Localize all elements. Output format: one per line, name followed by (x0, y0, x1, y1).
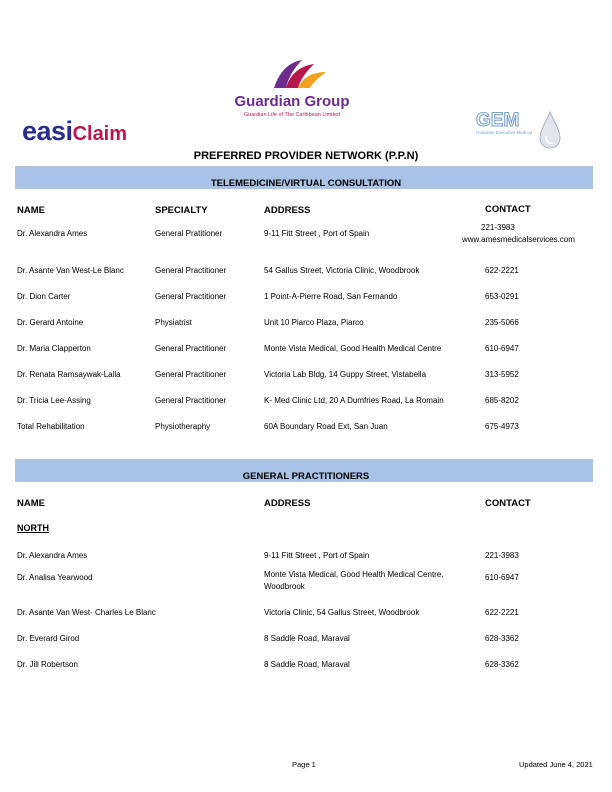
column-header-address: ADDRESS (264, 205, 311, 216)
table-row-name: Dr. Tricia Lee-Assing (17, 396, 91, 405)
table-row-name: Dr. Jill Robertson (17, 660, 78, 669)
table-row-contact: 313-5952 (485, 370, 519, 379)
table-row-contact: 622-2221 (485, 266, 519, 275)
column-header-name: NAME (17, 205, 45, 216)
page-number: Page 1 (292, 760, 316, 769)
table-row-address-line2: Woodbrook (264, 582, 305, 591)
table-row-address: 60A Boundary Road Ext, San Juan (264, 422, 388, 431)
table-row-name: Dr. Analisa Yearwood (17, 573, 93, 582)
table-row-contact: 622-2221 (485, 608, 519, 617)
section-heading-general-practitioners: GENERAL PRACTITIONERS (242, 471, 370, 482)
table-row-address: Victoria Lab Bldg, 14 Guppy Street, Vistabella (264, 370, 427, 379)
table-row-contact: 685-8202 (485, 396, 519, 405)
table-row-address: 8 Saddle Road, Maraval (264, 634, 350, 643)
table-row-specialty: General Practitioner (155, 344, 227, 353)
guardian-group-name: Guardian Group (234, 93, 350, 110)
table-row-address: 9-11 Fitt Street , Port of Spain (264, 229, 370, 238)
table-row-name: Dr. Renata Ramsaywak-Lalla (17, 370, 121, 379)
table-row-contact: 653-0291 (485, 292, 519, 301)
table-row-specialty: Physiatrist (155, 318, 192, 327)
gem-logo-letters: GEM (476, 110, 520, 131)
table-row-address: Unit 10 Piarco Plaza, Piarco (264, 318, 364, 327)
easiclaim-logo-claim: Claim (72, 123, 128, 145)
table-row-name: Dr. Dion Carter (17, 292, 71, 301)
table-row-contact: 628-3362 (485, 660, 519, 669)
table-row-specialty: General Practitioner (155, 266, 227, 275)
table-row-name: Dr. Maria Clapperton (17, 344, 91, 353)
table-row-name: Dr. Gerard Antoine (17, 318, 84, 327)
table-row-name: Dr. Alexandra Ames (17, 551, 88, 560)
table-row-name: Dr. Asante Van West- Charles Le Blanc (17, 608, 156, 617)
easiclaim-logo (22, 118, 127, 145)
table-row-address: 54 Gallus Street, Victoria Clinic, Woodbrook (264, 266, 420, 275)
table-row-name: Dr. Alexandra Ames (17, 229, 88, 238)
table-row-name: Total Rehabilitation (17, 422, 85, 431)
table-row-name: Dr. Everard Girod (17, 634, 80, 643)
table-row-contact: 610-6947 (485, 573, 519, 582)
table-row-contact: 235-5066 (485, 318, 519, 327)
table-row-address: 9-11 Fitt Street , Port of Spain (264, 551, 370, 560)
table-row-address: 1 Point-A-Pierre Road, San Fernando (264, 292, 398, 301)
column-header-specialty: SPECIALTY (155, 205, 208, 216)
region-heading-north: NORTH (17, 523, 49, 533)
table-row-address: Victoria Clinic, 54 Gallus Street, Woodbrook (264, 608, 420, 617)
table-row-contact: 221-3983 (485, 551, 519, 560)
table-row-address: Monte Vista Medical, Good Health Medical Centre, (264, 570, 444, 579)
column-header-contact: CONTACT (485, 498, 531, 509)
guardian-group-mark-icon (268, 58, 328, 92)
table-row-address: Monte Vista Medical, Good Health Medical Centre (264, 344, 442, 353)
column-header-address: ADDRESS (264, 498, 311, 509)
table-row-contact: 221-3983 (481, 223, 515, 232)
table-row-specialty: General Practitioner (155, 292, 227, 301)
easiclaim-logo-easi: easi (22, 116, 73, 146)
column-header-name: NAME (17, 498, 45, 509)
column-header-contact: CONTACT (485, 204, 531, 215)
table-row-contact: 610-6947 (485, 344, 519, 353)
table-row-address: 8 Saddle Road, Maraval (264, 660, 350, 669)
table-row-specialty: General Practitioner (155, 396, 227, 405)
table-row-address: K- Med Clinic Ltd, 20 A Dumfries Road, La Romain (264, 396, 444, 405)
table-row-website-link[interactable]: www.amesmedicalservices.com (462, 235, 575, 244)
table-row-specialty: General Pratitioner (155, 229, 223, 238)
section-heading-telemedicine: TELEMEDICINE/VIRTUAL CONSULTATION (210, 178, 402, 189)
guardian-group-tagline: Guardian Life of The Caribbean Limited (243, 112, 341, 118)
table-row-contact: 628-3362 (485, 634, 519, 643)
table-row-name: Dr. Asante Van West-Le Blanc (17, 266, 124, 275)
updated-date: Updated June 4, 2021 (519, 760, 593, 769)
gem-logo-tagline: Guardian Executive Medical (476, 130, 533, 135)
table-row-specialty: General Practitioner (155, 370, 227, 379)
document-title: PREFERRED PROVIDER NETWORK (P.P.N) (193, 150, 419, 162)
table-row-contact: 675-4973 (485, 422, 519, 431)
table-row-specialty: Physiotheraphy (155, 422, 211, 431)
gem-logo-icon (474, 108, 566, 150)
